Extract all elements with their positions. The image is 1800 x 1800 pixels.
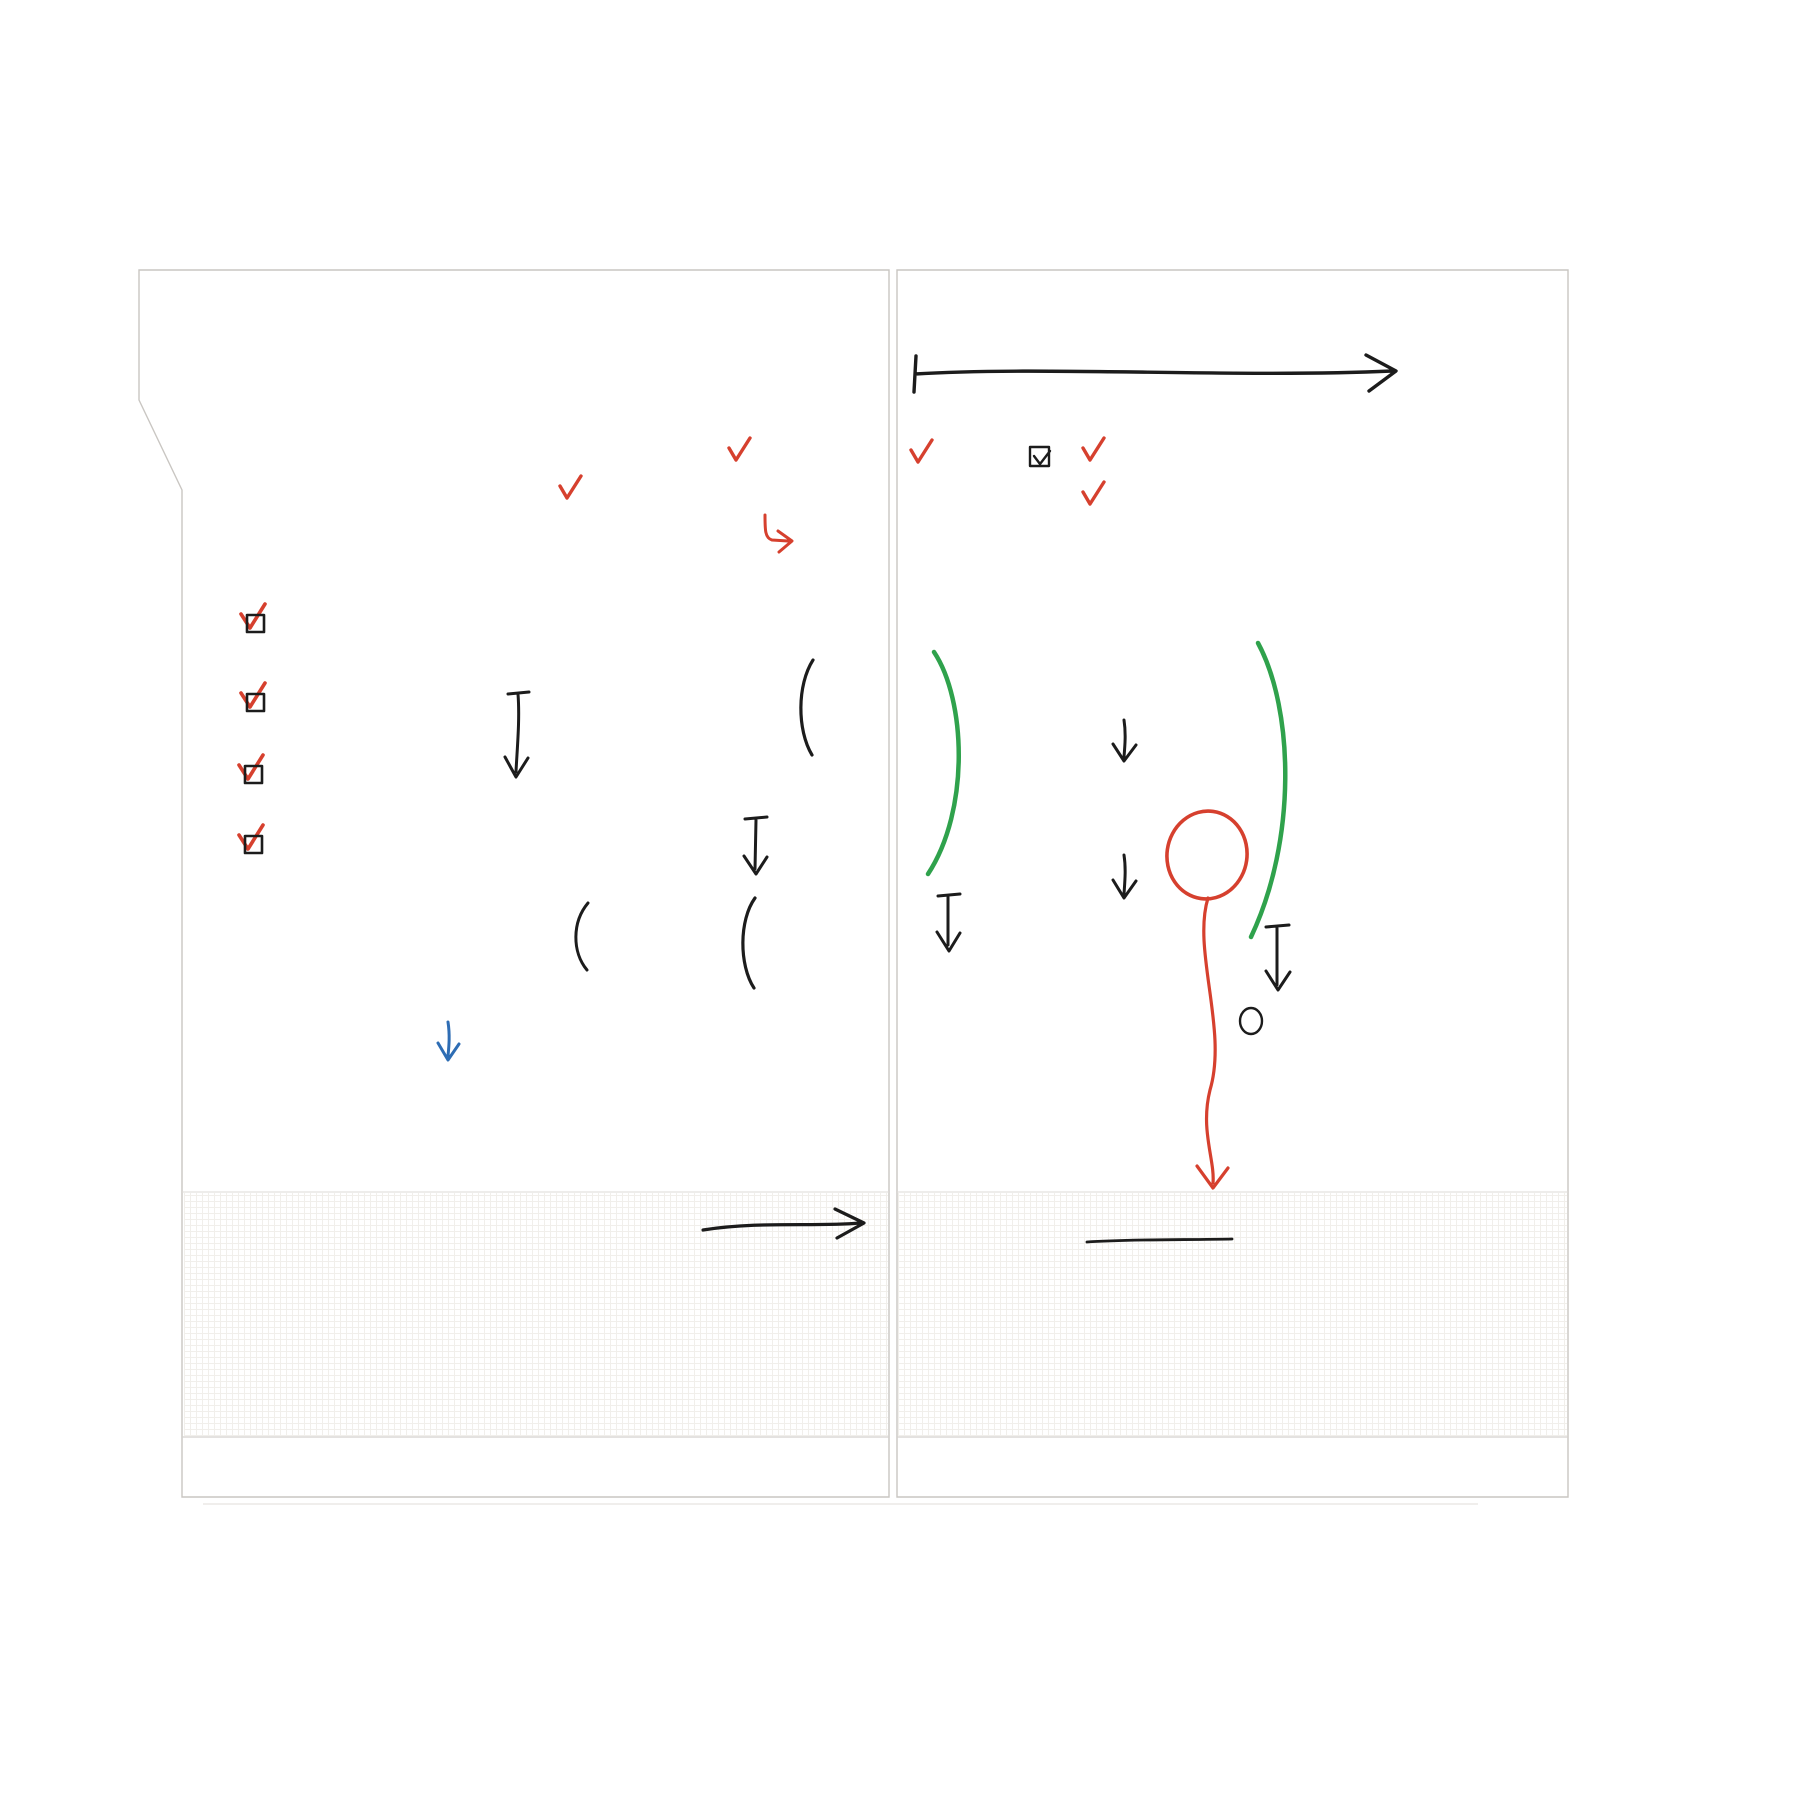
checklist-check-1 [241,604,265,628]
checklist-check-4 [239,825,263,849]
tue-check-nezuke [560,476,581,498]
checklist-check-2 [241,683,265,707]
thu-kouseihyo-arrow [937,894,960,951]
fri-pr-mtg-circle [1161,806,1252,904]
fri-1030-arrow [1113,720,1136,761]
wed-check-omise [729,438,750,460]
checklist-box-4 [245,836,262,853]
fri-check-touroku [1083,438,1104,460]
checklist-box-3 [245,766,262,783]
thu-to-sat-arrow [914,355,1396,392]
checklist-box-2 [247,694,264,711]
notes-grid-left [184,1193,888,1436]
thu-kouseihyo-checkbox [1030,447,1050,466]
thu-check-kouseihyo [911,440,932,462]
checklist-check-3 [239,755,263,779]
checklist-box-1 [247,615,264,632]
thu-tenjikai-green-arc [928,652,959,874]
mon-gym-arrow [438,1022,459,1060]
pr-mtg-to-notes-arrow [1197,898,1228,1188]
tue-prep-range-arrow [505,692,529,777]
sat-20-circle [1240,1008,1262,1034]
sat-tenjikai-green-arc [1251,643,1285,937]
wed-evening-bracket [743,898,755,988]
fri-check-mtg [1083,482,1104,504]
sat-hanshutsu-arrow [1266,925,1290,990]
wed-raishu-hook-arrow [765,515,792,552]
wed-morning-bracket [801,660,813,755]
fri-1400-arrow [1113,855,1136,898]
notes-grid-right [898,1193,1567,1436]
wed-uchiawase-arrow [744,817,767,874]
tue-catalog-bracket [576,903,588,970]
